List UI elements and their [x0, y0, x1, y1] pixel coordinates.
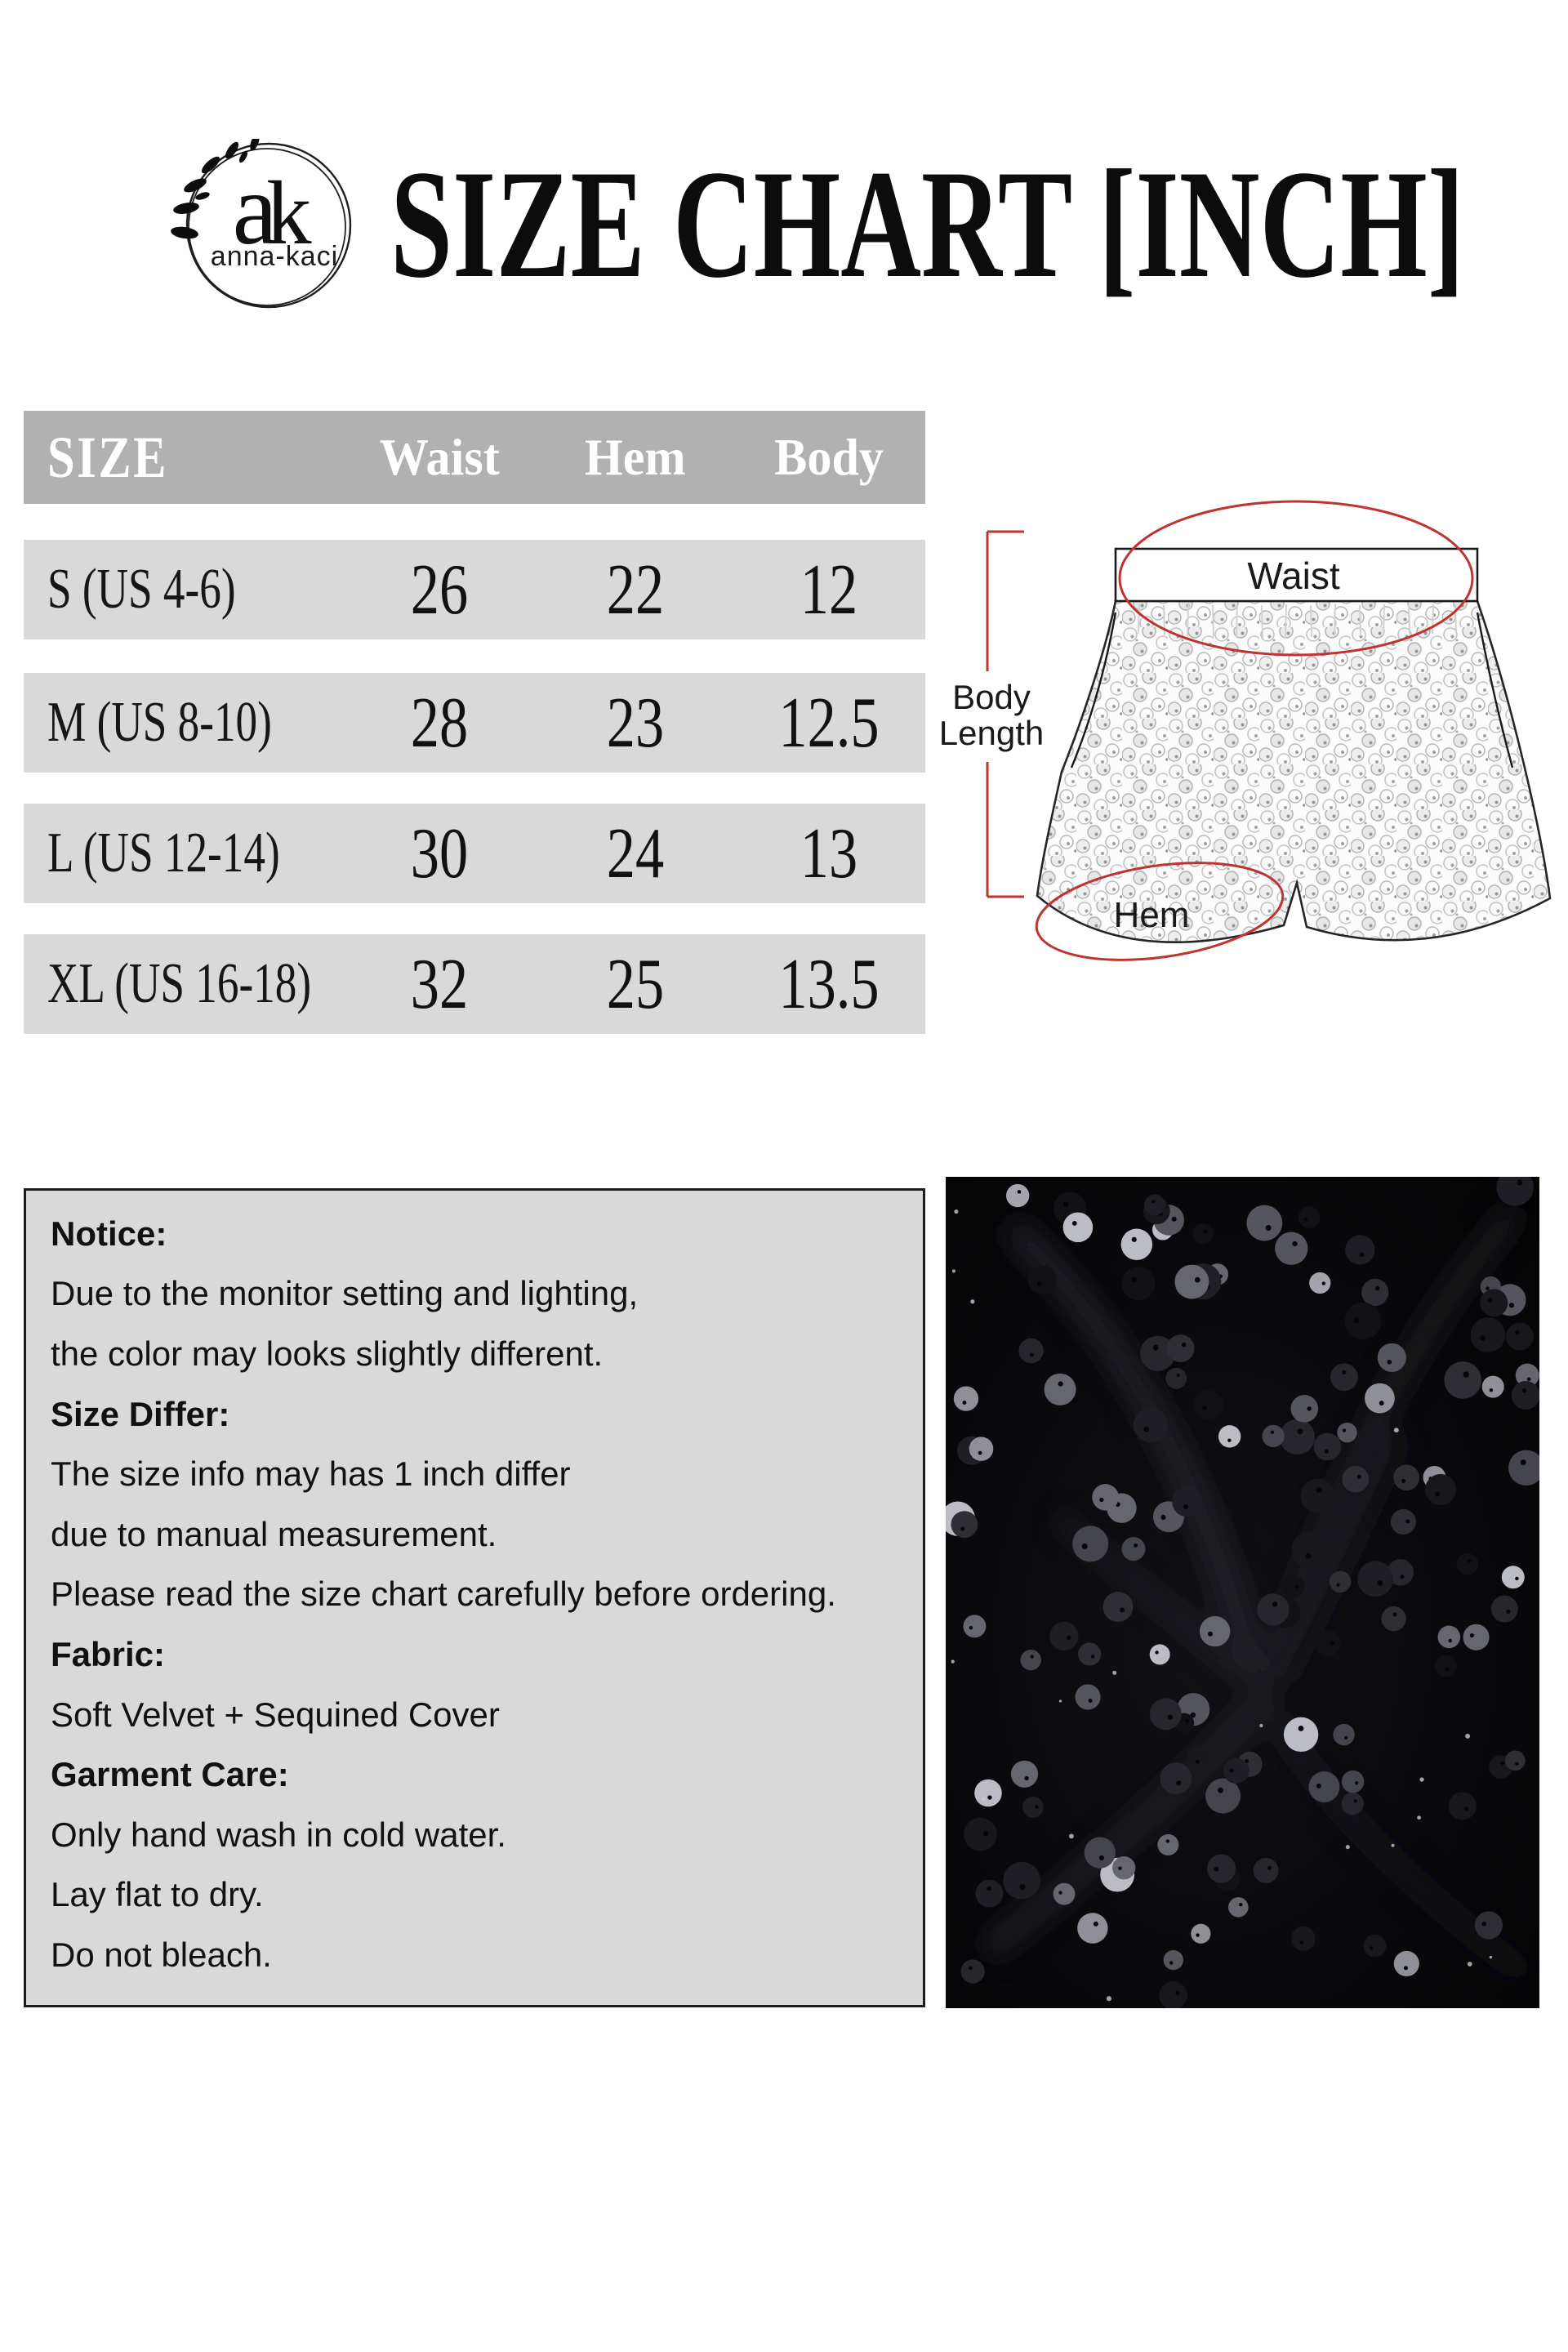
- body-length-label-line2: Length: [939, 714, 1045, 752]
- shorts-measurement-diagram: [939, 490, 1568, 1094]
- body-length-label-line1: Body: [952, 678, 1031, 716]
- fabric-text: Soft Velvet + Sequined Cover: [51, 1695, 500, 1734]
- size-table-header-row: [24, 411, 925, 504]
- size-differ-heading: Size Differ:: [51, 1394, 230, 1433]
- size-cell: XL (US 16-18): [47, 952, 312, 1015]
- waist-cell: 32: [410, 944, 469, 1024]
- hem-cell: 24: [606, 813, 665, 893]
- waist-cell: 26: [410, 550, 469, 630]
- shorts-outline: [1037, 601, 1550, 942]
- waist-cell: 28: [410, 683, 469, 763]
- waist-label: Waist: [1247, 555, 1340, 597]
- garment-care-text: Only hand wash in cold water.: [51, 1815, 506, 1854]
- size-cell: M (US 8-10): [47, 691, 272, 754]
- body-cell: 13.5: [778, 944, 880, 1024]
- notice-text: the color may looks slightly different.: [51, 1334, 604, 1373]
- table-row-m: [24, 673, 925, 773]
- hem-cell: 25: [606, 944, 665, 1024]
- garment-care-heading: Garment Care:: [51, 1755, 289, 1794]
- hem-label: Hem: [1113, 895, 1190, 935]
- notice-text: Due to the monitor setting and lighting,: [51, 1274, 639, 1313]
- column-header-size: SIZE: [47, 424, 168, 490]
- body-cell: 13: [800, 813, 858, 893]
- logo-monogram: ak: [232, 154, 312, 266]
- notice-heading: Notice:: [51, 1214, 167, 1253]
- table-row-l: [24, 804, 925, 903]
- size-differ-text: Please read the size chart carefully before ordering.: [51, 1575, 836, 1614]
- garment-care-text: Lay flat to dry.: [51, 1875, 264, 1914]
- waistband: [1116, 549, 1477, 601]
- body-cell: 12.5: [778, 683, 880, 763]
- fabric-photo: [946, 1177, 1539, 2008]
- column-header-waist: Waist: [379, 428, 500, 486]
- column-header-hem: Hem: [585, 428, 686, 486]
- body-cell: 12: [800, 550, 858, 630]
- brand-logo: [163, 139, 363, 327]
- column-header-body: Body: [774, 428, 884, 486]
- size-differ-text: The size info may has 1 inch differ: [51, 1454, 571, 1494]
- hem-cell: 23: [606, 683, 665, 763]
- logo-brand-name: anna-kaci: [210, 241, 339, 272]
- waist-cell: 30: [410, 813, 469, 893]
- table-row-s: [24, 540, 925, 639]
- table-row-xl: [24, 934, 925, 1034]
- fabric-heading: Fabric:: [51, 1634, 166, 1673]
- page-title: SIZE CHART [INCH]: [390, 139, 1465, 310]
- notice-panel: [24, 1188, 925, 2007]
- size-cell: S (US 4-6): [47, 558, 236, 621]
- size-table: [24, 411, 925, 1036]
- garment-care-text: Do not bleach.: [51, 1935, 272, 1974]
- size-differ-text: due to manual measurement.: [51, 1514, 497, 1553]
- size-cell: L (US 12-14): [47, 822, 280, 884]
- hem-cell: 22: [606, 550, 665, 630]
